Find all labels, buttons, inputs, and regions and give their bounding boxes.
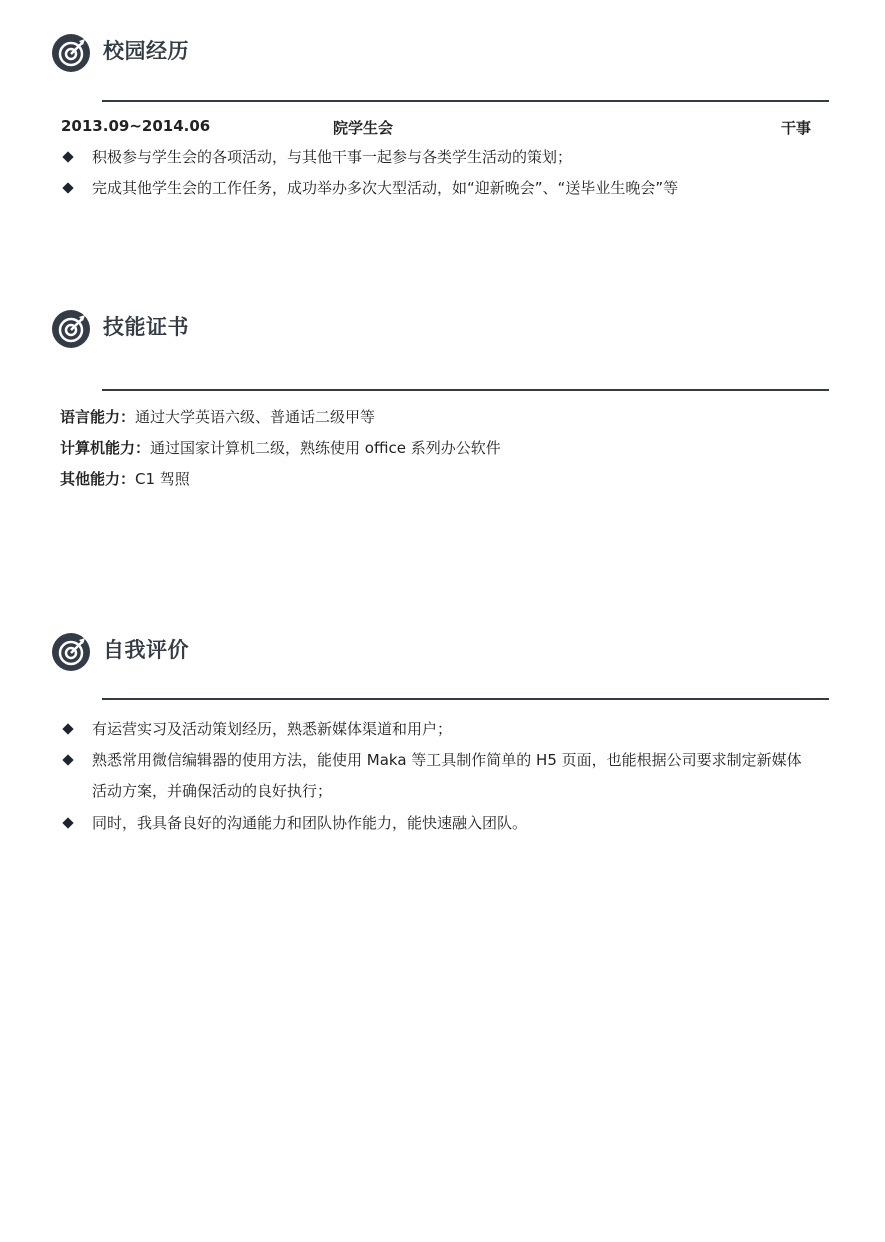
section-divider (102, 100, 829, 102)
skill-label: 计算机能力： (60, 439, 151, 457)
diamond-bullet-icon (62, 723, 73, 734)
experience-role: 干事 (781, 119, 812, 137)
diamond-bullet-icon (62, 151, 73, 162)
experience-period: 2013.09~2014.06 (61, 117, 211, 135)
skill-value: 通过国家计算机二级，熟练使用 office 系列办公软件 (150, 439, 501, 457)
section-divider (102, 389, 829, 391)
section-title: 技能证书 (103, 315, 189, 339)
list-item-text: 积极参与学生会的各项活动，与其他干事一起参与各类学生活动的策划； (92, 148, 573, 166)
diamond-bullet-icon (62, 182, 73, 193)
target-arrow-icon (51, 632, 91, 672)
skill-value: C1 驾照 (135, 470, 190, 488)
diamond-bullet-icon (62, 754, 73, 765)
section-title: 校园经历 (103, 39, 189, 63)
skill-label: 其他能力： (60, 470, 136, 488)
list-item-text: 同时，我具备良好的沟通能力和团队协作能力，能快速融入团队。 (92, 814, 528, 832)
skill-item (60, 468, 190, 489)
target-arrow-icon (51, 309, 91, 349)
target-arrow-icon (51, 33, 91, 73)
skill-item (60, 437, 501, 458)
experience-organization: 院学生会 (333, 119, 394, 137)
list-item-text: 熟悉常用微信编辑器的使用方法，能使用 Maka 等工具制作简单的 H5 页面，也能根据公司要求制定新媒体 (92, 751, 802, 769)
section-divider (102, 698, 829, 700)
list-item-text: 完成其他学生会的工作任务，成功举办多次大型活动，如“迎新晚会”、“送毕业生晚会”等 (92, 179, 679, 197)
section-title: 自我评价 (103, 638, 189, 662)
skill-value: 通过大学英语六级、普通话二级甲等 (135, 408, 376, 426)
skill-item (60, 406, 375, 427)
list-item-text: 活动方案，并确保活动的良好执行； (92, 782, 333, 800)
diamond-bullet-icon (62, 817, 73, 828)
list-item-text: 有运营实习及活动策划经历，熟悉新媒体渠道和用户； (92, 720, 453, 738)
skill-label: 语言能力： (60, 408, 136, 426)
